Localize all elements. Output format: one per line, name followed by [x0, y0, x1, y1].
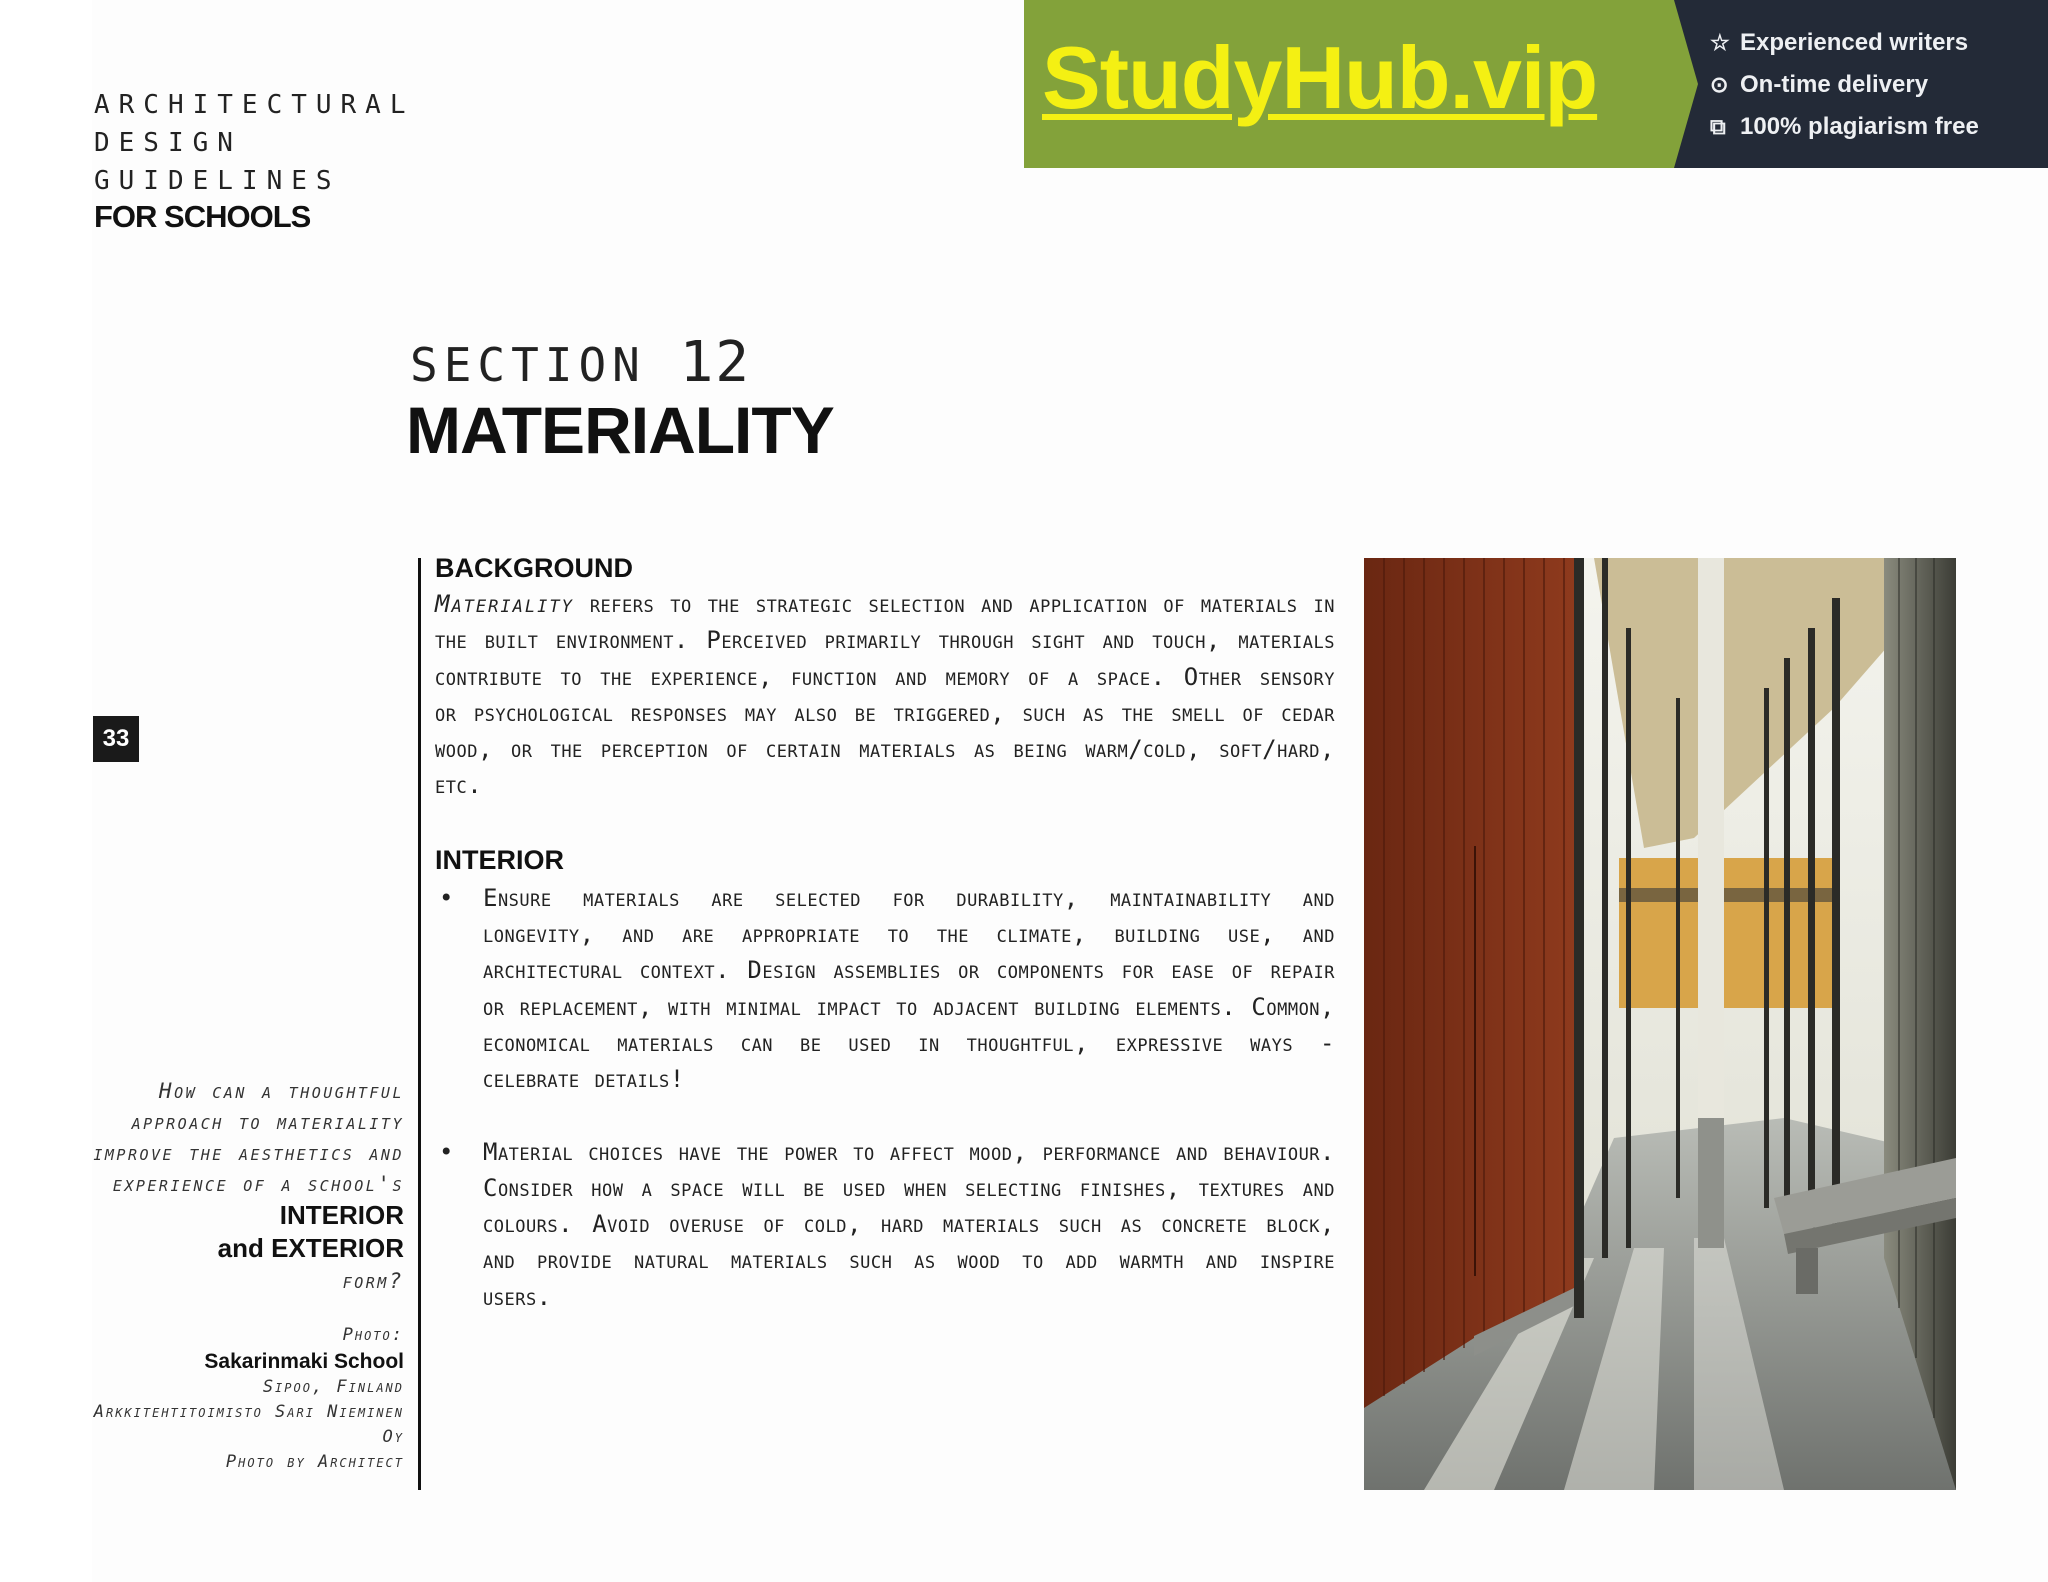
section-label [410, 330, 751, 395]
caption-location: Sipoo, Finland [262, 1377, 404, 1397]
document-title-line2: DESIGN GUIDELINES [94, 128, 341, 196]
banner-feature [1710, 64, 1979, 106]
star-icon: ☆ [1710, 30, 1730, 55]
list-item [435, 880, 1335, 1098]
copy-icon: ⧉ [1710, 114, 1726, 139]
banner-feature-label: On-time delivery [1740, 71, 1929, 98]
question-text: How can a thoughtful approach to materiality improve the aesthetics and experience of a school's [93, 1079, 404, 1196]
background-paragraph [435, 586, 1335, 804]
document-title-line3: FOR SCHOOLS [94, 199, 311, 234]
sidebar-question [90, 1076, 404, 1297]
ad-banner[interactable] [1024, 0, 2048, 168]
banner-feature [1710, 106, 1979, 148]
vertical-divider [418, 558, 421, 1490]
section-title: MATERIALITY [406, 393, 834, 467]
main-content [435, 552, 1335, 1315]
caption-credit: Photo by Architect [225, 1452, 404, 1472]
photo-illustration [1364, 558, 1956, 1490]
interior-bullet-list [435, 880, 1335, 1315]
question-emphasis-exterior: and EXTERIOR [217, 1233, 404, 1263]
interior-heading: INTERIOR [435, 844, 565, 875]
section-number: 12 [679, 330, 752, 395]
caption-school: Sakarinmaki School [204, 1350, 404, 1373]
document-title [94, 86, 415, 234]
question-end: form? [342, 1269, 404, 1293]
page-number-badge: 33 [93, 716, 139, 762]
document-title-line1: ARCHITECTURAL [94, 90, 415, 120]
caption-architect: Arkkitehtitoimisto Sari Nieminen Oy [93, 1402, 404, 1447]
section-word: SECTION [410, 338, 646, 392]
banner-feature-label: 100% plagiarism free [1740, 113, 1979, 140]
background-text: refers to the strategic selection and application of materials in the built environment. Perceived primarily through sight and touch, materials contribute to the experience, function and memory of a space. Other sensory or psychological responses may also be triggered, such as the smell of cedar wood, or the perception of certain materials as being warm/cold, soft/hard, etc. [435, 590, 1335, 800]
banner-feature-list [1710, 22, 1979, 148]
list-item [435, 1134, 1335, 1315]
bullet-marker: • [439, 883, 454, 912]
sidebar [90, 1076, 404, 1475]
photo-caption [90, 1323, 404, 1475]
background-heading: BACKGROUND [435, 553, 633, 583]
bullet-marker: • [439, 1137, 454, 1166]
bullet-text: Ensure materials are selected for durability, maintainability and longevity, and are appropriate to the climate, building use, and architectural context. Design assemblies or components for ease of repair or replacement, with minimal impact to adjacent building elements. Common, economical materials can be used in thoughtful, expressive ways - celebrate details! [483, 883, 1335, 1094]
clock-icon: ⊙ [1710, 72, 1729, 97]
banner-feature [1710, 22, 1979, 64]
question-emphasis-interior: INTERIOR [279, 1200, 404, 1230]
materiality-term: Materiality [435, 590, 574, 618]
banner-feature-label: Experienced writers [1740, 29, 1969, 56]
school-interior-photo [1364, 558, 1956, 1490]
caption-label: Photo: [342, 1325, 404, 1345]
banner-logo[interactable]: StudyHub.vip [1042, 28, 1598, 127]
bullet-text: Material choices have the power to affect mood, performance and behaviour. Consider how a space will be used when selecting finishes, textures and colours. Avoid overuse of cold, hard materials such as concrete block, and provide natural materials such as wood to add warmth and inspire users. [483, 1137, 1335, 1311]
banner-arrow [1674, 0, 1698, 168]
